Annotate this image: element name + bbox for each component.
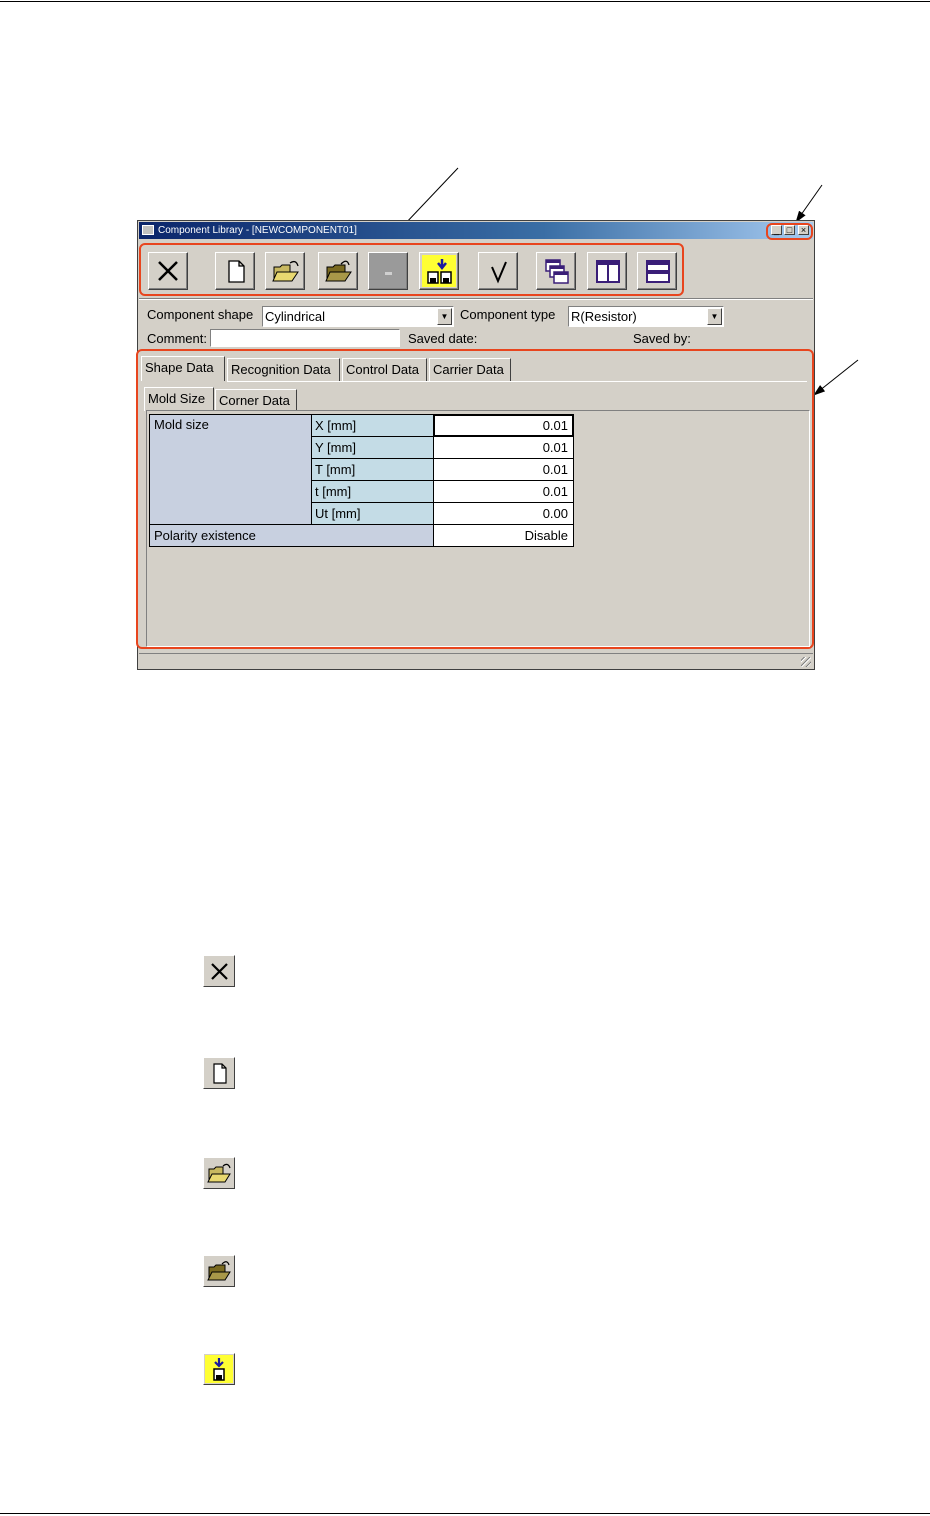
new-document-icon [216, 253, 256, 291]
save-component-button[interactable] [419, 252, 459, 290]
param-label: T [mm] [315, 462, 356, 477]
value-text: 0.01 [542, 440, 568, 455]
param-cell-y [311, 436, 434, 459]
open-component-button[interactable] [265, 252, 305, 290]
component-shape-label: Component shape [147, 307, 254, 322]
subtab-corner-data[interactable] [215, 389, 297, 412]
tab-control-data[interactable] [342, 358, 427, 381]
cascade-windows-icon [537, 253, 577, 291]
comment-input[interactable] [210, 329, 400, 347]
tabs-callout-arrow [814, 360, 858, 395]
resize-grip-icon[interactable] [801, 657, 811, 667]
open-folder-icon [204, 1158, 236, 1190]
tab-label: Carrier Data [433, 362, 504, 377]
value-text: 0.01 [542, 462, 568, 477]
saved-by-label: Saved by: [633, 331, 691, 346]
param-label: Ut [mm] [315, 506, 361, 521]
import-component-button[interactable] [318, 252, 358, 290]
save-icon [420, 253, 460, 291]
component-type-select[interactable] [568, 306, 724, 327]
subtab-label: Corner Data [219, 393, 290, 408]
import-folder-icon [204, 1256, 236, 1288]
window-title: Component Library - [NEWCOMPONENT01] [158, 225, 357, 236]
subtab-label: Mold Size [148, 391, 206, 406]
value-cell-t-upper[interactable] [433, 458, 574, 481]
param-cell-x [311, 414, 434, 437]
new-component-button[interactable] [215, 252, 255, 290]
param-cell-t-upper [311, 458, 434, 481]
app-icon [142, 225, 154, 235]
polarity-label: Polarity existence [154, 528, 256, 543]
param-label: t [mm] [315, 484, 352, 499]
tile-horizontal-button[interactable] [637, 252, 677, 290]
subtab-mold-size[interactable] [144, 387, 214, 411]
save-icon [204, 1354, 236, 1386]
status-bar [139, 653, 813, 669]
tab-baseline [227, 381, 807, 382]
toolbar-separator [139, 298, 813, 300]
close-icon: × [800, 225, 807, 235]
tile-vertical-button[interactable] [587, 252, 627, 290]
param-label: X [mm] [315, 418, 357, 433]
value-text: 0.00 [542, 506, 568, 521]
component-type-value: R(Resistor) [571, 309, 637, 324]
param-label: Y [mm] [315, 440, 356, 455]
new-document-icon [204, 1058, 236, 1090]
tab-label: Recognition Data [231, 362, 331, 377]
polarity-existence-header [149, 524, 434, 547]
close-x-icon [149, 253, 189, 291]
close-x-icon [204, 956, 236, 988]
component-type-label: Component type [460, 307, 556, 322]
disabled-icon [369, 253, 409, 291]
top-page-rule [0, 1, 930, 2]
close-component-button[interactable] [148, 252, 188, 290]
window-buttons-callout-arrow [796, 185, 822, 222]
value-text: 0.01 [542, 418, 568, 433]
minimize-icon: _ [773, 225, 779, 235]
comment-label: Comment: [147, 331, 207, 346]
open-folder-icon [266, 253, 306, 291]
value-cell-t-lower[interactable] [433, 480, 574, 503]
value-text: Disable [524, 528, 568, 543]
check-icon [479, 253, 519, 291]
mold-size-panel [146, 410, 810, 647]
component-shape-select[interactable] [262, 306, 454, 327]
chevron-down-icon[interactable]: ▼ [707, 308, 722, 325]
bottom-page-rule [0, 1513, 930, 1514]
chevron-down-icon[interactable]: ▼ [437, 308, 452, 325]
value-cell-ut[interactable] [433, 502, 574, 525]
tab-label: Control Data [346, 362, 419, 377]
legend-open-button [203, 1157, 235, 1189]
legend-new-button [203, 1057, 235, 1089]
legend-close-button [203, 955, 235, 987]
value-text: 0.01 [542, 484, 568, 499]
title-bar [139, 222, 813, 239]
tile-horizontal-icon [638, 253, 678, 291]
cascade-windows-button[interactable] [536, 252, 576, 290]
tab-carrier-data[interactable] [429, 358, 511, 381]
tab-label: Shape Data [145, 360, 214, 375]
mold-size-label: Mold size [154, 417, 209, 432]
value-cell-y[interactable] [433, 436, 574, 459]
tab-shape-data[interactable] [141, 356, 225, 381]
value-cell-x[interactable] [433, 414, 574, 437]
import-folder-icon [319, 253, 359, 291]
maximize-icon: □ [786, 225, 793, 235]
disabled-toolbar-button[interactable] [368, 252, 408, 290]
legend-import-button [203, 1255, 235, 1287]
component-shape-value: Cylindrical [265, 309, 325, 324]
check-component-button[interactable] [478, 252, 518, 290]
component-library-window [137, 220, 815, 670]
tile-vertical-icon [588, 253, 628, 291]
legend-save-button [203, 1353, 235, 1385]
window-buttons-highlight [766, 223, 813, 240]
tab-recognition-data[interactable] [227, 358, 340, 381]
polarity-existence-value[interactable] [433, 524, 574, 547]
saved-date-label: Saved date: [408, 331, 478, 346]
param-cell-ut [311, 502, 434, 525]
param-cell-t-lower [311, 480, 434, 503]
